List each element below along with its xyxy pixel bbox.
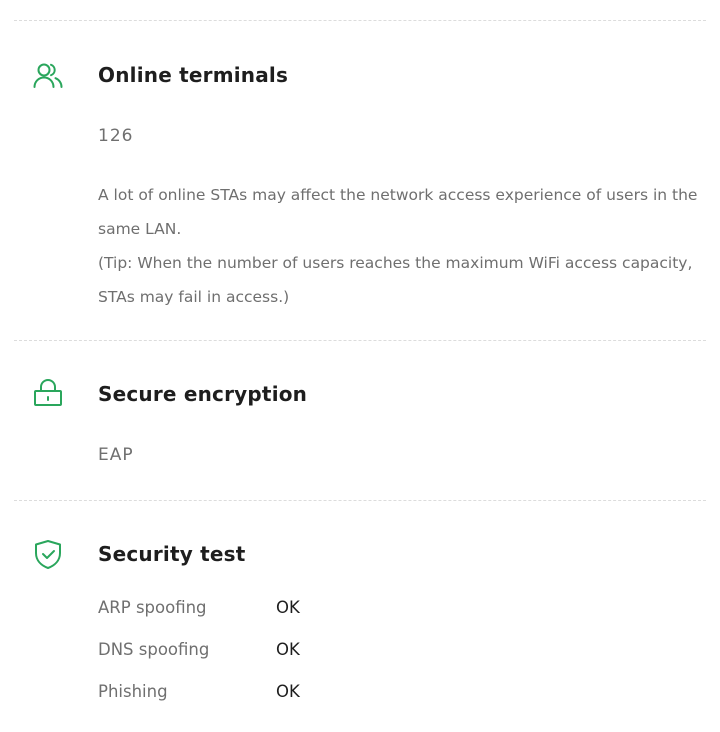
online-terminals-count: 126 xyxy=(98,126,134,146)
security-test-row xyxy=(98,682,398,708)
security-test-row xyxy=(98,640,398,666)
security-test-row xyxy=(98,598,398,624)
lock-icon xyxy=(32,378,64,410)
test-name: DNS spoofing xyxy=(98,640,210,659)
shield-check-icon xyxy=(32,538,64,570)
test-result: OK xyxy=(276,682,300,701)
encryption-type: EAP xyxy=(98,445,134,465)
description-tip: (Tip: When the number of users reaches the maximum WiFi access capacity, STAs may fail in access.) xyxy=(98,254,693,306)
description-text: A lot of online STAs may affect the network access experience of users in the same LAN. xyxy=(98,186,698,238)
section-title: Online terminals xyxy=(98,63,289,87)
test-result: OK xyxy=(276,598,300,617)
test-name: ARP spoofing xyxy=(98,598,207,617)
test-result: OK xyxy=(276,640,300,659)
users-icon xyxy=(32,60,64,92)
divider xyxy=(14,500,706,501)
section-title: Secure encryption xyxy=(98,382,308,406)
test-name: Phishing xyxy=(98,682,168,701)
online-terminals-description xyxy=(98,178,698,314)
section-title: Security test xyxy=(98,542,246,566)
divider xyxy=(14,20,706,21)
divider xyxy=(14,340,706,341)
